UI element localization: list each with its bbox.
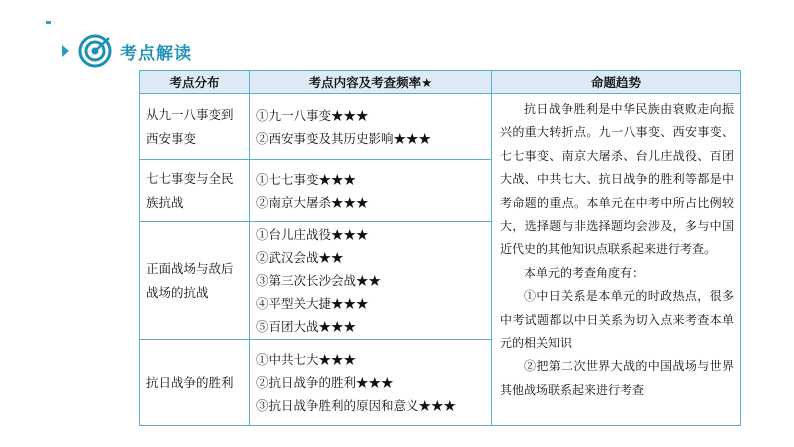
content-item: ②抗日战争的胜利★★★ (256, 375, 394, 390)
trend-paragraph: ①中日关系是本单元的时政热点，很多中考试题都以中日关系为切入点来考查本单元的相关知识 (500, 289, 734, 351)
content-cell (250, 160, 492, 222)
content-item: ③第三次长沙会战★★ (256, 273, 382, 288)
exam-points-table (139, 70, 741, 426)
header-trend: 命题趋势 (492, 71, 741, 94)
trend-paragraph: 本单元的考查角度有： (524, 265, 645, 280)
content-item: ③抗日战争胜利的原因和意义★★★ (256, 398, 457, 413)
content-item: ①台儿庄战役★★★ (256, 227, 369, 242)
topic-cell: 正面战场与敌后战场的抗战 (140, 222, 250, 340)
content-item: ②武汉会战★★ (256, 250, 344, 265)
content-item: ②南京大屠杀★★★ (256, 194, 369, 210)
table-row (140, 94, 741, 160)
topic-cell: 七七事变与全民族抗战 (140, 160, 250, 222)
topic-cell: 从九一八事变到西安事变 (140, 94, 250, 160)
header-topic: 考点分布 (140, 71, 250, 94)
section-header (62, 34, 192, 68)
topic-cell: 抗日战争的胜利 (140, 340, 250, 426)
trend-paragraph: ②把第二次世界大战的中国战场与世界其他战场联系起来进行考查 (500, 359, 734, 397)
content-item: ④平型关大捷★★★ (256, 296, 369, 311)
content-item: ⑤百团大战★★★ (256, 319, 357, 334)
target-icon (78, 34, 112, 68)
content-cell (250, 94, 492, 160)
content-item: ①七七事变★★★ (256, 171, 357, 187)
content-cell (250, 340, 492, 426)
header-content: 考点内容及考查频率★ (250, 71, 492, 94)
arrow-left-icon (62, 45, 72, 57)
content-item: ①中共七大★★★ (256, 352, 357, 367)
table-header-row (140, 71, 741, 94)
section-title: 考点解读 (120, 43, 192, 64)
decorative-mark (46, 21, 51, 24)
content-cell (250, 222, 492, 340)
content-item: ①九一八事变★★★ (256, 107, 369, 123)
content-item: ②西安事变及其历史影响★★★ (256, 130, 432, 146)
trend-cell (492, 94, 741, 426)
trend-paragraph: 抗日战争胜利是中华民族由衰败走向振兴的重大转折点。九一八事变、西安事变、七七事变、南京大屠杀、台儿庄战役、百团大战、中共七大、抗日战争的胜利等都是中考命题的重点。本单元在中考中所占比例较大，选择题与非选择题均会涉及，多与中国近代史的其他知识点联系起来进行考查。 (500, 102, 734, 257)
